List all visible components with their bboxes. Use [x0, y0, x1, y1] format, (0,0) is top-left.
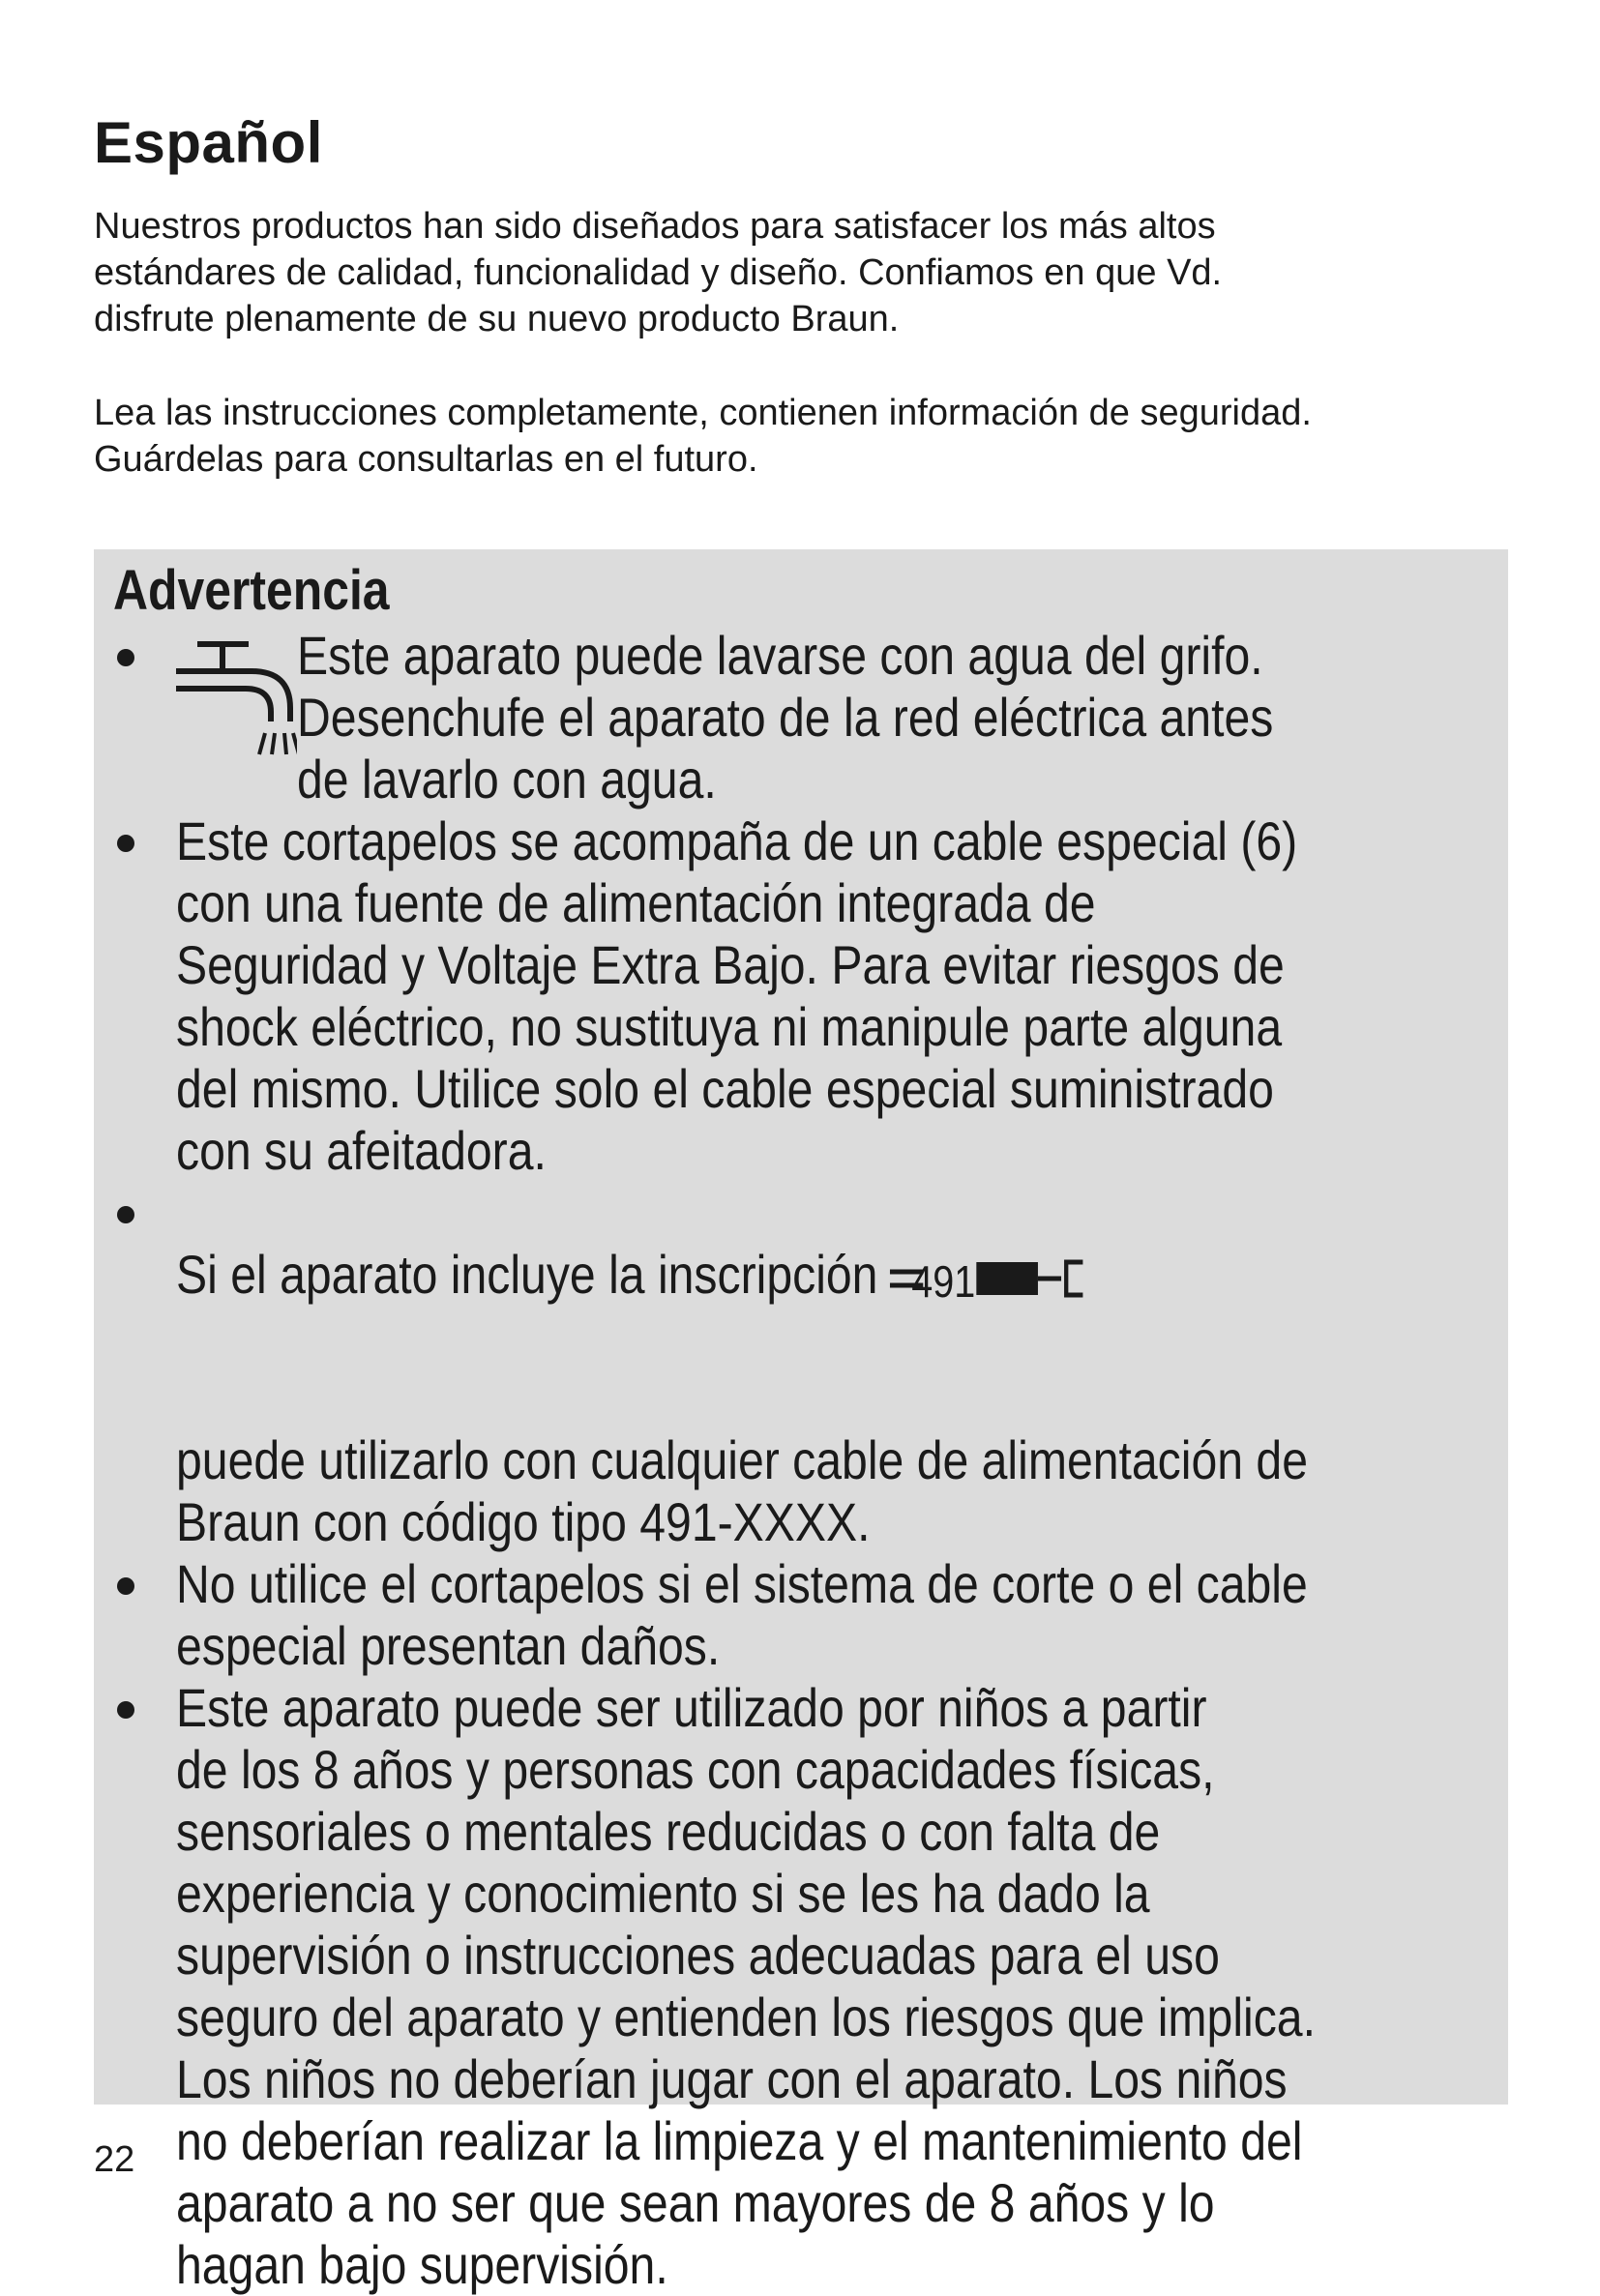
warning-item-special-cable — [94, 810, 1508, 1182]
intro-paragraph-2: Lea las instrucciones completamente, contienen información de seguridad. Guárdelas para consultarlas en el futuro. — [94, 393, 1312, 480]
intro-paragraph-1: Nuestros productos han sido diseñados para satisfacer los más altos estándares de calidad, funcionalidad y diseño. Confiamos en que Vd. disfrute plenamente de su nuevo producto Braun. — [94, 206, 1223, 339]
page-number: 22 — [94, 2139, 135, 2180]
bullet-dot — [117, 835, 134, 852]
warning-text-children: Este aparato puede ser utilizado por niños a partir de los 8 años y personas con capacidades físicas, sensoriales o mentales reducidas o con falta de experiencia y conocimiento si se les ha dado la supervisión o instrucciones adecuadas para el uso seguro del aparato y entienden los riesgos que implica. Los niños no deberían jugar con el aparato. Los niños no deberían realizar la limpieza y el mantenimiento del aparato a no ser que sean mayores de 8 años y lo hagan bajo supervisión. — [176, 1677, 1316, 2295]
warning-list — [94, 625, 1508, 2296]
bullet-dot — [117, 1206, 134, 1223]
warning-item-children — [94, 1677, 1508, 2296]
water-tap-icon — [176, 633, 297, 758]
bullet-dot — [117, 1701, 134, 1719]
warning-text-special-cable: Este cortapelos se acompaña de un cable especial (6) con una fuente de alimentación integrada de Seguridad y Voltaje Extra Bajo. Para evitar riesgos de shock eléctrico, no sustituya ni manipule parte alguna del mismo. Utilice solo el cable especial suministrado con su afeitadora. — [176, 810, 1298, 1181]
bullet-dot — [117, 1577, 134, 1595]
warning-text-any-cable: puede utilizarlo con cualquier cable de alimentación de Braun con código tipo 491-XXXX. — [176, 1429, 1308, 1552]
warning-text-damage: No utilice el cortapelos si el sistema de corte o el cable especial presentan daños. — [176, 1553, 1308, 1676]
warning-text-washable: Este aparato puede lavarse con agua del grifo. Desenchufe el aparato de la red eléctrica antes de lavarlo con agua. — [297, 625, 1274, 809]
warning-text-inscription-block — [176, 1182, 1433, 1553]
plug-code-label: 491 — [910, 1257, 975, 1304]
page-heading: Español — [94, 110, 323, 175]
warning-item-inscription — [94, 1182, 1508, 1553]
inscription-line — [176, 1244, 1106, 1305]
warning-item-washable — [94, 625, 1508, 810]
plug-code-symbol-icon — [890, 1254, 1107, 1303]
warning-item-damage — [94, 1553, 1508, 1677]
bullet-dot — [117, 649, 134, 666]
warning-text-inscription: Si el aparato incluye la inscripción — [176, 1244, 878, 1305]
warning-title: Advertencia — [113, 559, 390, 622]
